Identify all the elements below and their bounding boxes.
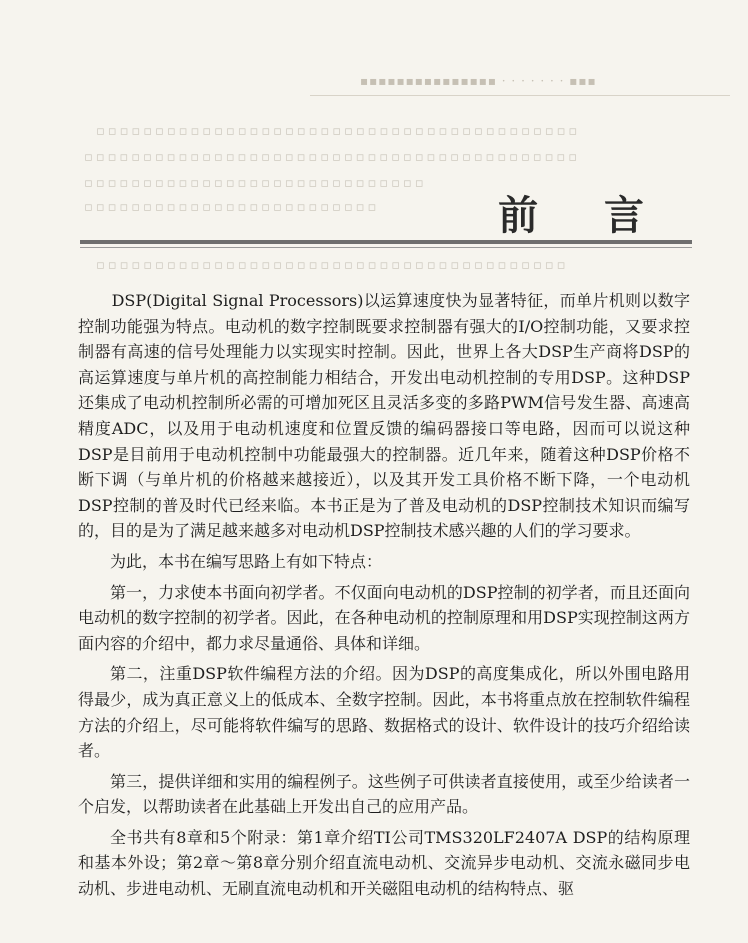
body-text — [78, 288, 690, 907]
paragraph: 第三，提供详细和实用的编程例子。这些例子可供读者直接使用，或至少给读者一个启发，以帮助读者在此基础上开发出自己的应用产品。 — [78, 771, 690, 817]
paragraph: 第二，注重DSP软件编程方法的介绍。因为DSP的高度集成化，所以外围电路用得最少，成为真正意义上的低成本、全数字控制。因此，本书将重点放在控制软件编程方法的介绍上，尽可能将软件编写的思路、数据格式的设计、软件设计的技巧介绍给读者。 — [78, 664, 690, 761]
paragraph: 为此，本书在编写思路上有如下特点： — [110, 551, 383, 571]
bleed-through-line: ▫▫▫▫▫▫▫▫▫▫▫▫▫▫▫▫▫▫▫▫▫▫▫▫▫▫▫▫▫ — [84, 176, 427, 191]
bleed-through-line: ▫▫▫▫▫▫▫▫▫▫▫▫▫▫▫▫▫▫▫▫▫▫▫▫▫▫▫▫▫▫▫▫▫▫▫▫▫▫▫▫ — [96, 258, 569, 273]
title-rule-thin — [80, 247, 692, 248]
paragraph: 第一，力求使本书面向初学者。不仅面向电动机的DSP控制的初学者，而且还面向电动机的数字控制的初学者。因此，在各种电动机的控制原理和用DSP实现控制这两方面内容的介绍中，都力求尽量通俗、具体和详细。 — [78, 582, 690, 653]
bleed-through-header: ▪▪▪▪▪▪▪▪▪▪▪▪▪▪▪ · · · · · · · ▪▪▪ — [360, 74, 597, 88]
bleed-through-line: ▫▫▫▫▫▫▫▫▫▫▫▫▫▫▫▫▫▫▫▫▫▫▫▫▫▫▫▫▫▫▫▫▫▫▫▫▫▫▫▫▫ — [96, 124, 581, 139]
bleed-through-line: ▫▫▫▫▫▫▫▫▫▫▫▫▫▫▫▫▫▫▫▫▫▫▫▫▫▫▫▫▫▫▫▫▫▫▫▫▫▫▫▫▫▫ — [84, 150, 581, 165]
bleed-through-line: ▫▫▫▫▫▫▫▫▫▫▫▫▫▫▫▫▫▫▫▫▫▫▫▫▫ — [84, 200, 380, 215]
paragraph: DSP(Digital Signal Processors)以运算速度快为显著特征，而单片机则以数字控制功能强为特点。电动机的数字控制既要求控制器有强大的I/O控制功能，又要求控制器有高速的信号处理能力以实现实时控制。因此，世界上各大DSP生产商将DSP的高运算速度与单片机的高控制能力相结合，开发出电动机控制的专用DSP。这种DSP还集成了电动机控制所必需的可增加死区且灵活多变的多路PWM信号发生器、高速高精度ADC，以及用于电动机速度和位置反馈的编码器接口等电路，因而可以说这种DSP是目前用于电动机控制中功能最强大的控制器。近几年来，随着这种DSP价格不断下调（与单片机的价格越来越接近），以及其开发工具价格不断下降，一个电动机DSP控制的普及时代已经来临。本书正是为了普及电动机的DSP控制技术知识而编写的，目的是为了满足越来越多对电动机DSP控制技术感兴趣的人们的学习要求。 — [78, 291, 690, 541]
page-title: 前 言 — [498, 192, 670, 239]
bleed-through-rule — [310, 95, 730, 96]
title-rule — [80, 240, 692, 244]
paragraph: 全书共有8章和5个附录：第1章介绍TI公司TMS320LF2407A DSP的结构原理和基本外设；第2章～第8章分别介绍直流电动机、交流异步电动机、交流永磁同步电动机、步进电动机、无刷直流电动机和开关磁阻电动机的结构特点、驱 — [78, 827, 690, 899]
